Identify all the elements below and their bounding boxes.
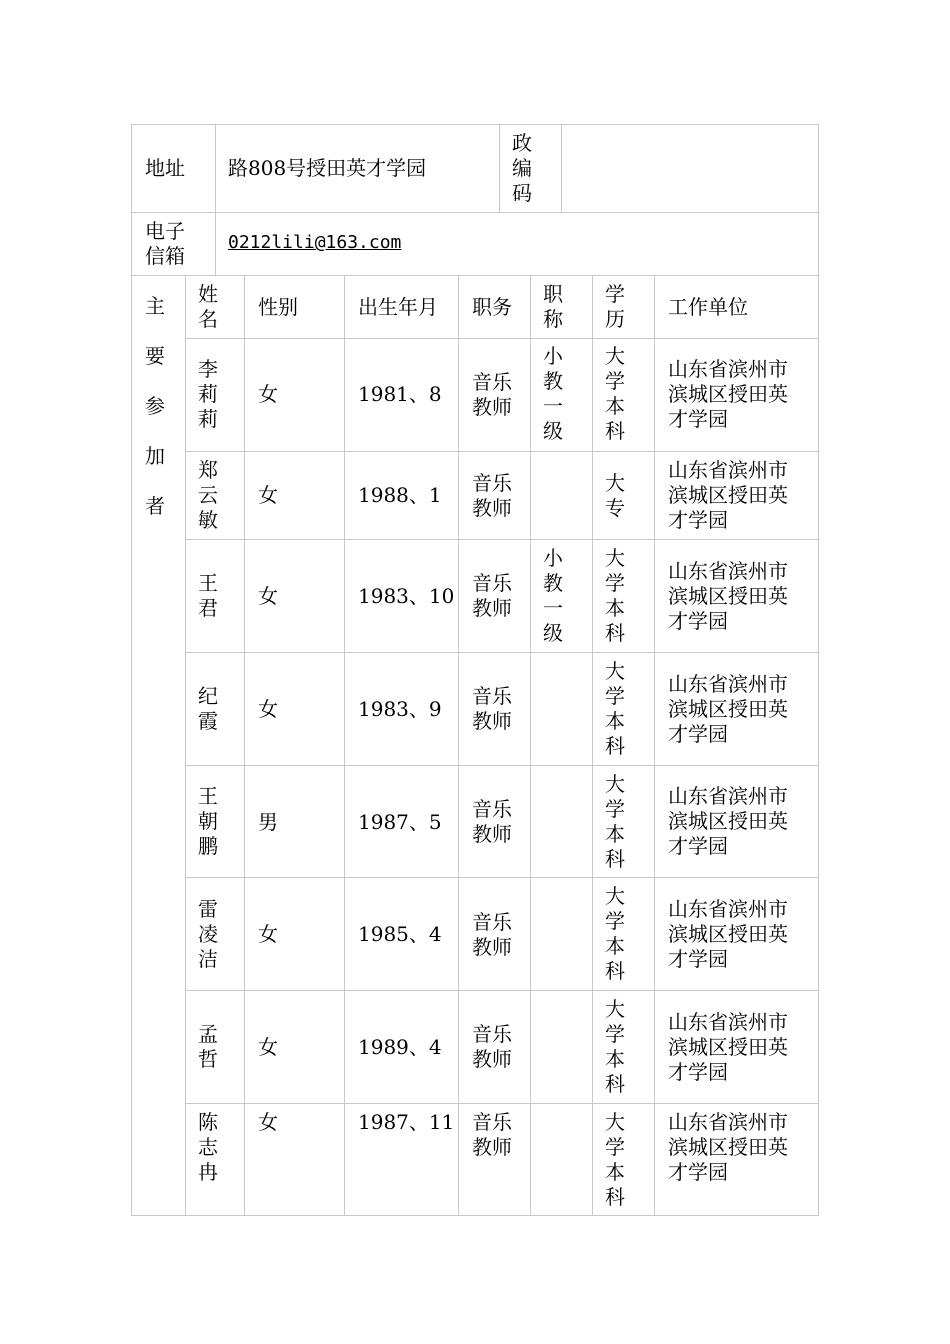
cell-workplace: 山东省滨州市滨城区授田英才学园	[668, 672, 788, 746]
cell-education: 大学本科	[605, 1110, 625, 1209]
email-link[interactable]: 0212lili@163.com	[228, 232, 402, 253]
cell-gender: 女	[258, 1110, 278, 1134]
cell-duty: 音乐教师	[472, 910, 512, 959]
cell-workplace: 山东省滨州市滨城区授田英才学园	[668, 458, 788, 532]
cell-gender: 男	[258, 810, 278, 834]
cell-duty: 音乐教师	[472, 684, 512, 733]
cell-gender: 女	[258, 382, 278, 406]
cell-workplace: 山东省滨州市滨城区授田英才学园	[668, 1110, 788, 1184]
cell-gender: 女	[258, 584, 278, 608]
cell-title: 小教一级	[543, 546, 563, 645]
cell-workplace: 山东省滨州市滨城区授田英才学园	[668, 1010, 788, 1084]
cell-duty: 音乐教师	[472, 797, 512, 846]
cell-duty: 音乐教师	[472, 571, 512, 620]
cell-name: 郑云敏	[198, 458, 218, 532]
cell-name: 纪霞	[198, 684, 218, 733]
cell-birth: 1989、4	[358, 1035, 442, 1059]
cell-name: 王朝鹏	[198, 784, 218, 858]
header-gender: 性别	[258, 295, 298, 319]
header-workplace: 工作单位	[668, 295, 748, 319]
cell-birth: 1988、1	[358, 483, 442, 507]
participants-section-label: 主要参加者	[145, 294, 165, 518]
cell-name: 王君	[198, 571, 218, 620]
address-label: 地址	[145, 156, 185, 180]
cell-gender: 女	[258, 483, 278, 507]
cell-name: 陈志冉	[198, 1110, 218, 1184]
cell-workplace: 山东省滨州市滨城区授田英才学园	[668, 559, 788, 633]
cell-education: 大学本科	[605, 659, 625, 758]
header-birth: 出生年月	[358, 295, 438, 319]
cell-name: 李莉莉	[198, 357, 218, 431]
header-name: 姓名	[198, 282, 218, 331]
cell-workplace: 山东省滨州市滨城区授田英才学园	[668, 357, 788, 431]
cell-name: 孟哲	[198, 1022, 218, 1071]
cell-name: 雷凌洁	[198, 897, 218, 971]
cell-birth: 1981、8	[358, 382, 442, 406]
info-table	[131, 124, 819, 1216]
cell-gender: 女	[258, 1035, 278, 1059]
header-title: 职称	[543, 282, 563, 331]
cell-birth: 1985、4	[358, 922, 442, 946]
postcode-label: 政编码	[512, 131, 532, 205]
cell-title: 小教一级	[543, 344, 563, 443]
email-label: 电子信箱	[145, 219, 185, 268]
address-value: 路808号授田英才学园	[228, 156, 427, 180]
cell-education: 大学本科	[605, 997, 625, 1096]
cell-duty: 音乐教师	[472, 1110, 512, 1159]
cell-education: 大学本科	[605, 546, 625, 645]
cell-duty: 音乐教师	[472, 471, 512, 520]
header-education: 学历	[605, 282, 625, 331]
cell-education: 大学本科	[605, 344, 625, 443]
cell-duty: 音乐教师	[472, 1022, 512, 1071]
cell-gender: 女	[258, 697, 278, 721]
cell-education: 大学本科	[605, 772, 625, 871]
cell-workplace: 山东省滨州市滨城区授田英才学园	[668, 897, 788, 971]
cell-education: 大专	[605, 471, 625, 520]
header-duty: 职务	[472, 295, 512, 319]
cell-birth: 1983、9	[358, 697, 442, 721]
cell-birth: 1987、11	[358, 1110, 455, 1134]
cell-gender: 女	[258, 922, 278, 946]
cell-education: 大学本科	[605, 884, 625, 983]
cell-duty: 音乐教师	[472, 370, 512, 419]
cell-birth: 1987、5	[358, 810, 442, 834]
cell-birth: 1983、10	[358, 584, 455, 608]
cell-workplace: 山东省滨州市滨城区授田英才学园	[668, 784, 788, 858]
